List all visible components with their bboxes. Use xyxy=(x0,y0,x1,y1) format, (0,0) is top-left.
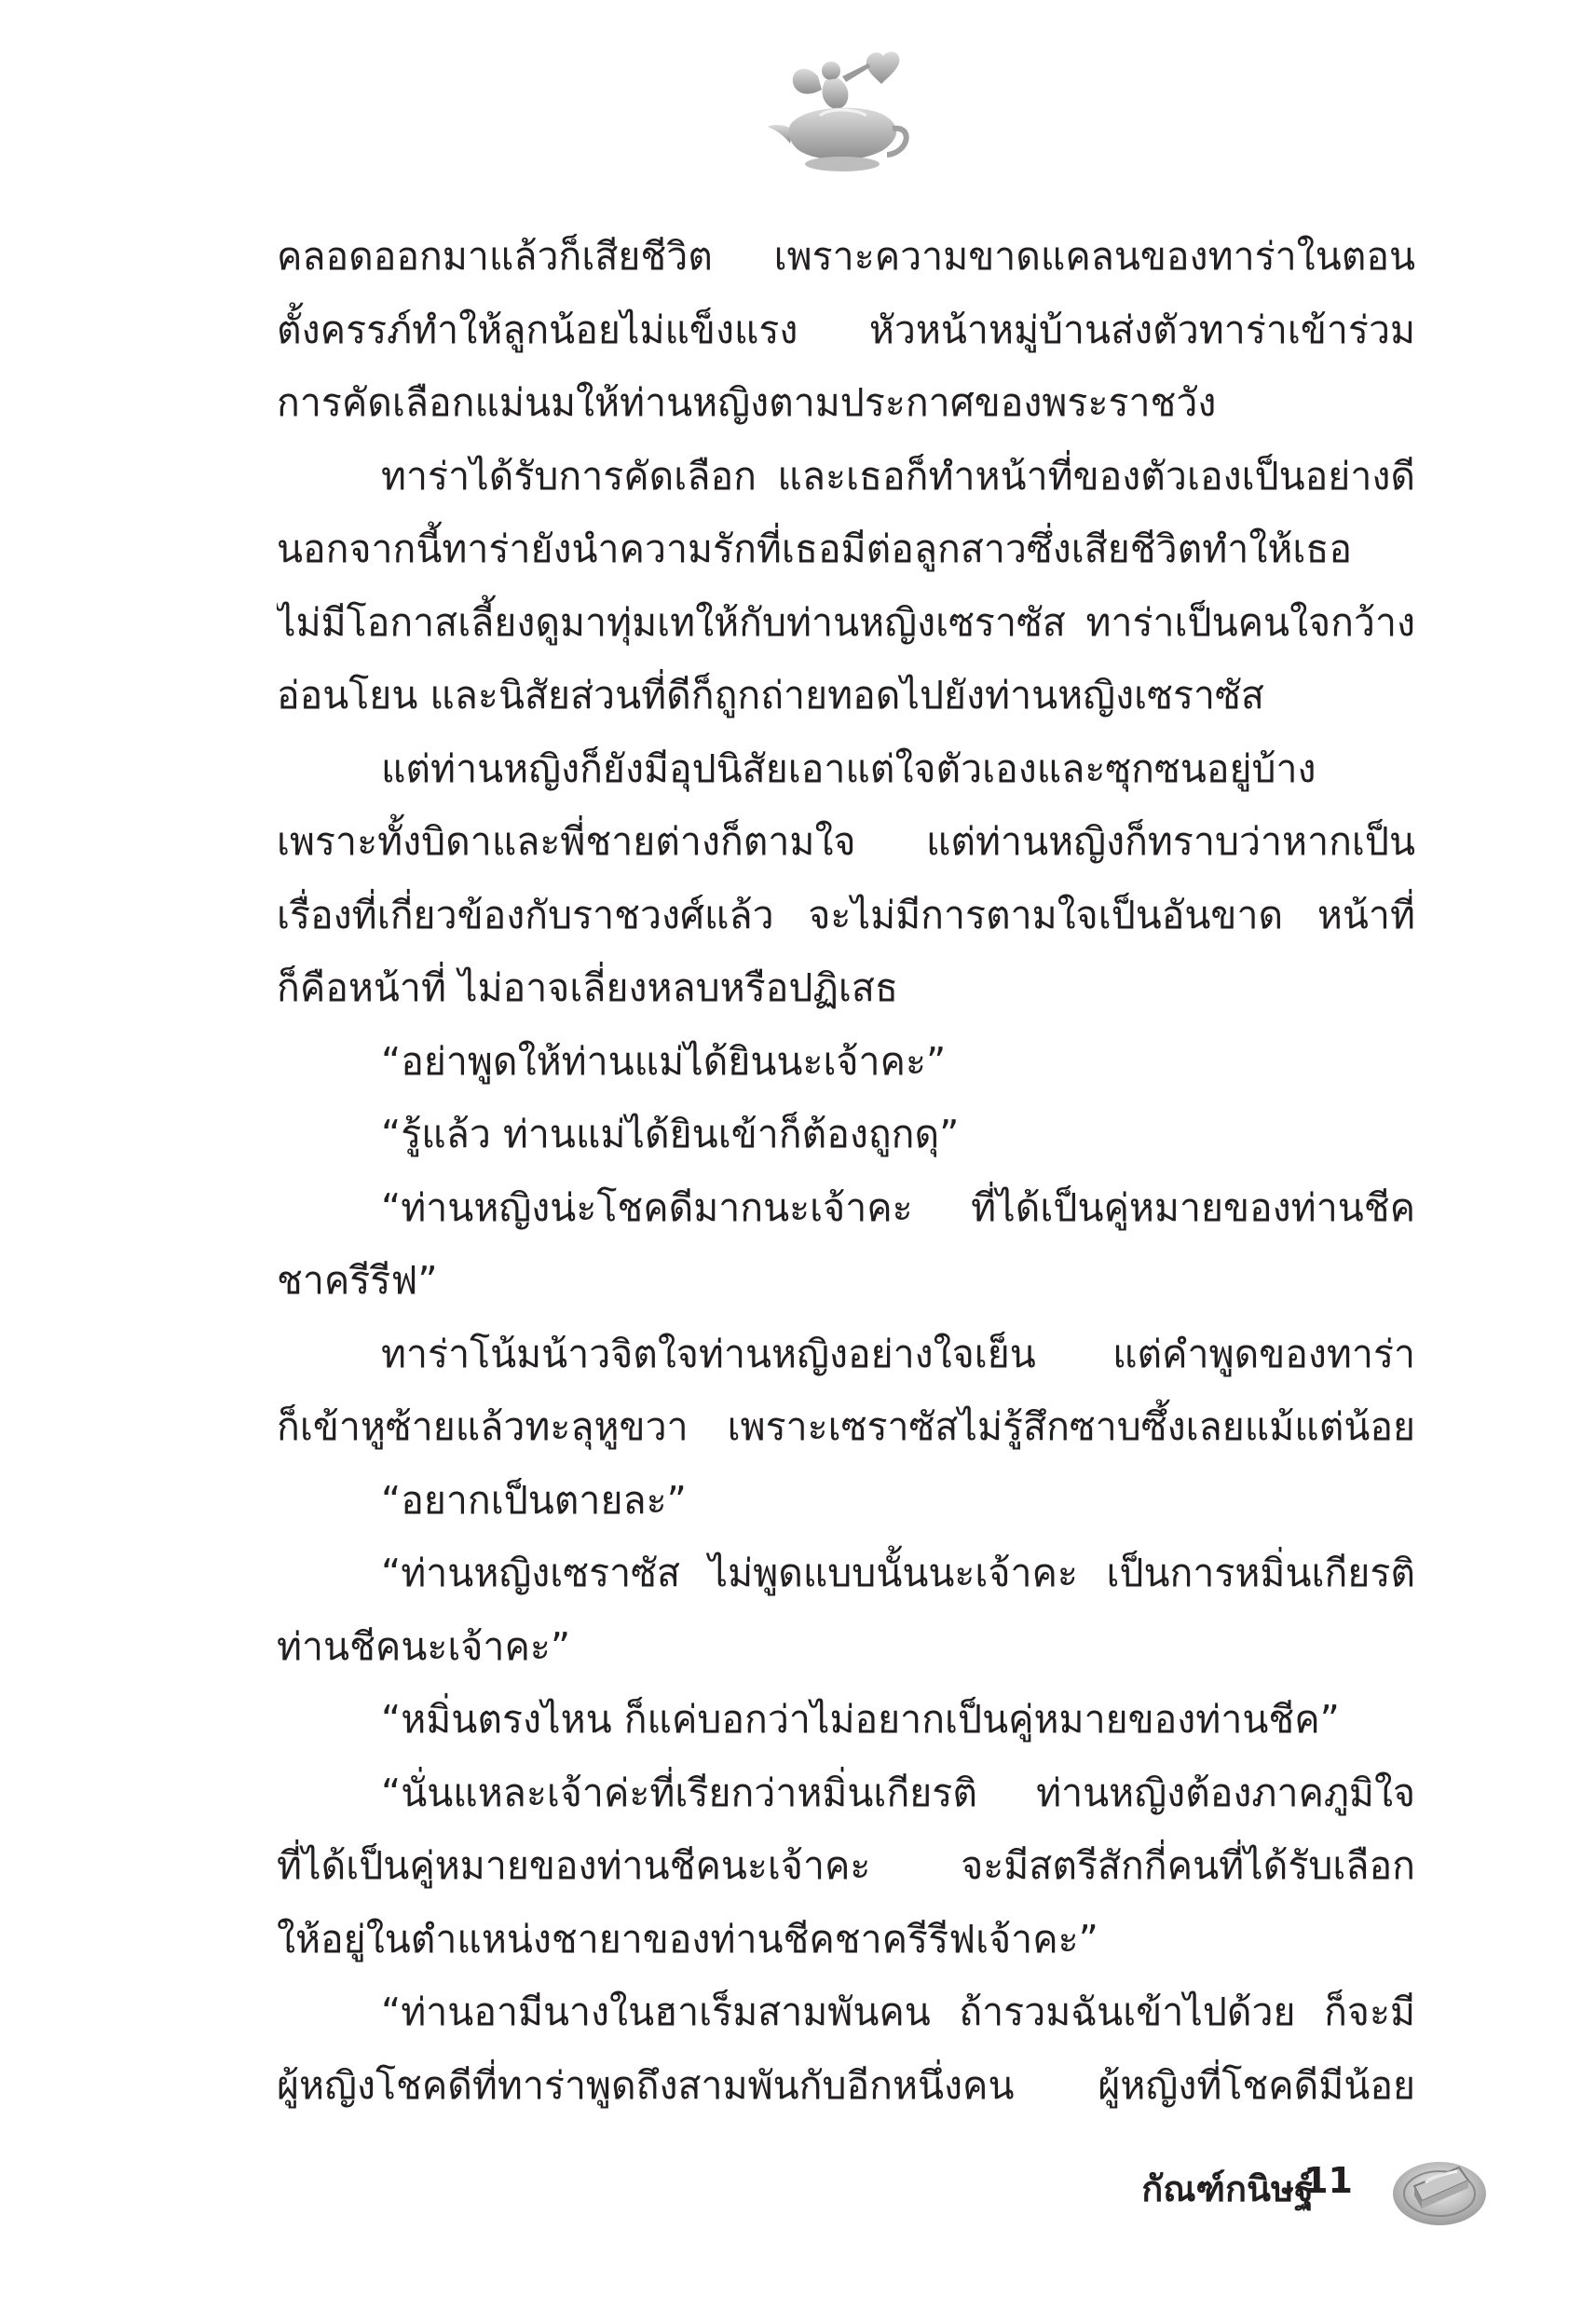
text-line: ไม่มีโอกาสเลี้ยงดูมาทุ่มเทให้กับท่านหญิงเซราซัส ทาร่าเป็นคนใจกว้าง xyxy=(277,599,1415,645)
page-footer xyxy=(1099,2140,1491,2233)
text-line: “ท่านหญิงเซราซัส ไม่พูดแบบนั้นนะเจ้าคะ เป็นการหมิ่นเกียรติ xyxy=(381,1551,1415,1595)
text-line: “ท่านหญิงน่ะโชคดีมากนะเจ้าคะ ที่ได้เป็นคู่หมายของท่านชีค xyxy=(381,1184,1415,1230)
text-line: “หมิ่นตรงไหน ก็แค่บอกว่าไม่อยากเป็นคู่หมายของท่านชีค” xyxy=(381,1697,1340,1742)
text-line: ก็คือหน้าที่ ไม่อาจเลี่ยงหลบหรือปฏิเสธ xyxy=(277,965,898,1010)
text-line: เพราะทั้งบิดาและพี่ชายต่างก็ตามใจ แต่ท่านหญิงก็ทราบว่าหากเป็น xyxy=(277,819,1415,864)
text-line: แต่ท่านหญิงก็ยังมีอุปนิสัยเอาแต่ใจตัวเองและซุกซนอยู่บ้าง xyxy=(381,745,1316,791)
text-line: อ่อนโยน และนิสัยส่วนที่ดีก็ถูกถ่ายทอดไปยังท่านหญิงเซราซัส xyxy=(277,673,1264,718)
text-line: คลอดออกมาแล้วก็เสียชีวิต เพราะความขาดแคลนของทาร่าในตอน xyxy=(277,234,1415,279)
text-line: เรื่องที่เกี่ยวข้องกับราชวงศ์แล้ว จะไม่มีการตามใจเป็นอันขาด หน้าที่ xyxy=(277,892,1415,937)
text-line: ก็เข้าหูซ้ายแล้วทะลุหูขวา เพราะเซราซัสไม่รู้สึกซาบซึ้งเลยแม้แต่น้อย xyxy=(277,1404,1415,1449)
text-line: “นั่นแหละเจ้าค่ะที่เรียกว่าหมิ่นเกียรติ ท่านหญิงต้องภาคภูมิใจ xyxy=(381,1770,1415,1815)
text-line: “อยากเป็นตายละ” xyxy=(381,1477,687,1523)
text-line: ตั้งครรภ์ทำให้ลูกน้อยไม่แข็งแรง หัวหน้าหมู่บ้านส่งตัวทาร่าเข้าร่วม xyxy=(277,307,1415,352)
text-line: ทาร่าได้รับการคัดเลือก และเธอก็ทำหน้าที่ของตัวเองเป็นอย่างดี xyxy=(381,453,1415,499)
body-text xyxy=(277,220,1415,2122)
text-line: นอกจากนี้ทาร่ายังนำความรักที่เธอมีต่อลูกสาวซึ่งเสียชีวิตทำให้เธอ xyxy=(277,526,1353,571)
text-line: ท่านชีคนะเจ้าคะ” xyxy=(277,1623,571,1669)
text-line: ชาครีรีฟ” xyxy=(277,1258,438,1303)
text-line: “อย่าพูดให้ท่านแม่ได้ยินนะเจ้าคะ” xyxy=(381,1038,947,1084)
text-line: “ท่านอามีนางในฮาเร็มสามพันคน ถ้ารวมฉันเข้าไปด้วย ก็จะมี xyxy=(381,1990,1415,2034)
text-line: การคัดเลือกแม่นมให้ท่านหญิงตามประกาศของพระราชวัง xyxy=(277,380,1217,425)
text-line: ผู้หญิงโชคดีที่ทาร่าพูดถึงสามพันกับอีกหนึ่งคน ผู้หญิงที่โชคดีมีน้อย xyxy=(277,2062,1415,2108)
book-title: กัณฑ์กนิษฐ์ xyxy=(1141,2168,1314,2209)
cherub-teapot-ornament-icon xyxy=(764,39,913,188)
cake-slice-icon xyxy=(1388,2140,1491,2233)
text-line: ที่ได้เป็นคู่หมายของท่านชีคนะเจ้าคะ จะมีสตรีสักกี่คนที่ได้รับเลือก xyxy=(277,1843,1415,1888)
text-line: ทาร่าโน้มน้าวจิตใจท่านหญิงอย่างใจเย็น แต่คำพูดของทาร่า xyxy=(381,1331,1415,1376)
text-line: ให้อยู่ในตำแหน่งชายาของท่านชีคชาครีรีฟเจ้าคะ” xyxy=(277,1916,1098,1962)
page-number: 11 xyxy=(1303,2160,1353,2201)
text-line: “รู้แล้ว ท่านแม่ได้ยินเข้าก็ต้องถูกดุ” xyxy=(381,1112,960,1156)
